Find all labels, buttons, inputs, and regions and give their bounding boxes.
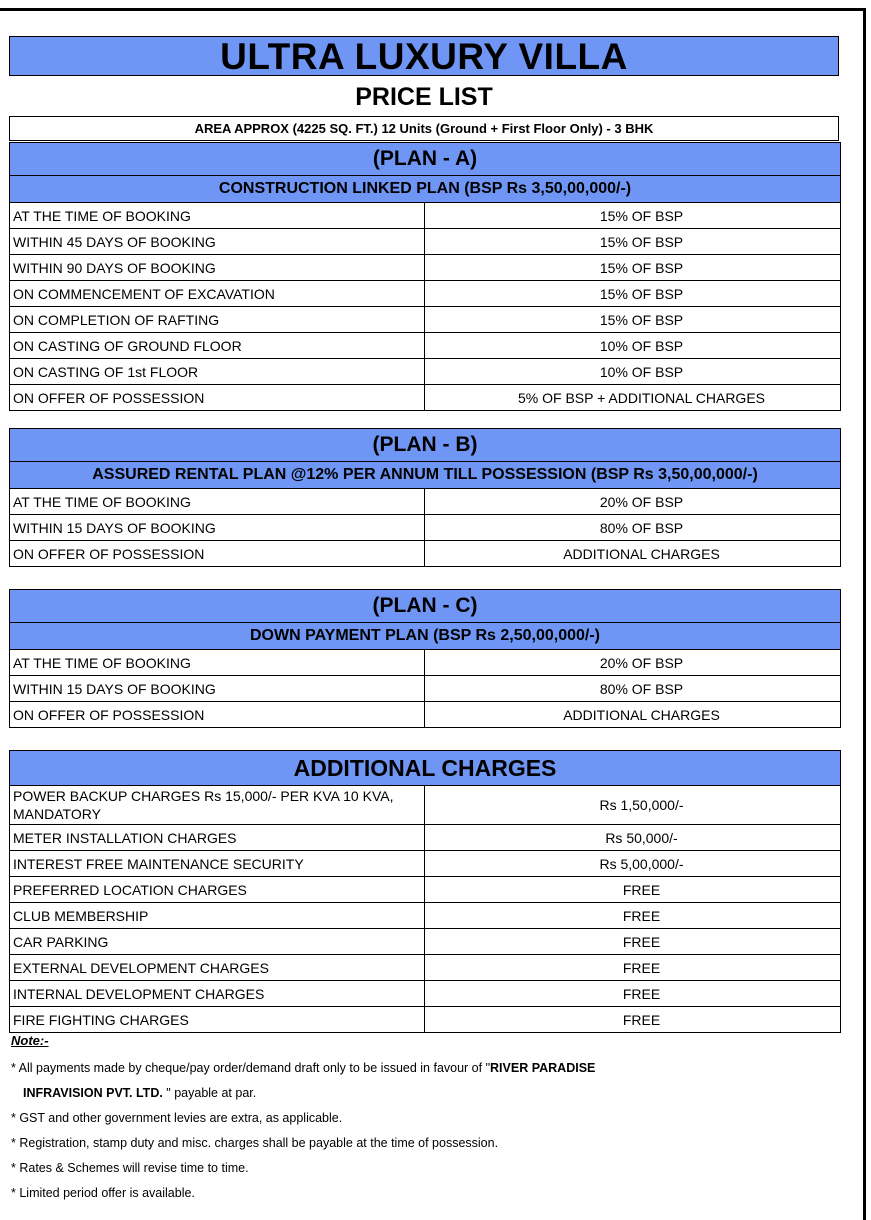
table-row	[10, 333, 841, 359]
row-label: ON COMPLETION OF RAFTING	[10, 307, 425, 333]
table-row	[10, 877, 841, 903]
table-row	[10, 903, 841, 929]
table-row	[10, 676, 841, 702]
row-label: INTERNAL DEVELOPMENT CHARGES	[10, 981, 425, 1007]
table-row	[10, 359, 841, 385]
row-value: 15% OF BSP	[425, 229, 841, 255]
row-value: ADDITIONAL CHARGES	[425, 541, 841, 567]
row-label: AT THE TIME OF BOOKING	[10, 489, 425, 515]
row-value: FREE	[425, 1007, 841, 1033]
row-value: 15% OF BSP	[425, 307, 841, 333]
plan-a-table	[9, 142, 841, 411]
note-item	[11, 1081, 851, 1106]
notes-heading: Note:-	[11, 1033, 49, 1048]
row-value: ADDITIONAL CHARGES	[425, 702, 841, 728]
row-label: CAR PARKING	[10, 929, 425, 955]
note-item: * Registration, stamp duty and misc. charges shall be payable at the time of possession.	[11, 1136, 499, 1150]
table-row	[10, 541, 841, 567]
table-row	[10, 229, 841, 255]
row-value: 15% OF BSP	[425, 281, 841, 307]
row-label: ON OFFER OF POSSESSION	[10, 541, 425, 567]
plan-c-heading: (PLAN - C)	[10, 590, 841, 623]
note-item: * GST and other government levies are extra, as applicable.	[11, 1111, 343, 1125]
table-row	[10, 281, 841, 307]
company-name: RIVER PARADISE	[490, 1061, 596, 1075]
row-value: 10% OF BSP	[425, 359, 841, 385]
note-item	[11, 1056, 851, 1081]
row-value: 20% OF BSP	[425, 650, 841, 676]
notes-section	[11, 1032, 851, 1206]
row-label: POWER BACKUP CHARGES Rs 15,000/- PER KVA 10 KVA, MANDATORY	[10, 786, 425, 825]
company-name: INFRAVISION PVT. LTD.	[23, 1086, 163, 1100]
table-row	[10, 955, 841, 981]
note-text: * All payments made by cheque/pay order/demand draft only to be issued in favour of "	[11, 1061, 491, 1075]
plan-a-heading: (PLAN - A)	[10, 143, 841, 176]
table-row	[10, 307, 841, 333]
row-value: FREE	[425, 981, 841, 1007]
row-value: 10% OF BSP	[425, 333, 841, 359]
table-row	[10, 203, 841, 229]
row-value: FREE	[425, 903, 841, 929]
plan-b-table	[9, 428, 841, 567]
table-row	[10, 702, 841, 728]
row-label: ON CASTING OF GROUND FLOOR	[10, 333, 425, 359]
table-row	[10, 825, 841, 851]
row-value: 5% OF BSP + ADDITIONAL CHARGES	[425, 385, 841, 411]
row-label: WITHIN 15 DAYS OF BOOKING	[10, 515, 425, 541]
table-row	[10, 515, 841, 541]
additional-charges-heading: ADDITIONAL CHARGES	[10, 751, 841, 786]
row-label: CLUB MEMBERSHIP	[10, 903, 425, 929]
row-label: METER INSTALLATION CHARGES	[10, 825, 425, 851]
page-title: ULTRA LUXURY VILLA	[9, 36, 839, 76]
row-label: INTEREST FREE MAINTENANCE SECURITY	[10, 851, 425, 877]
note-item: * Rates & Schemes will revise time to time.	[11, 1161, 249, 1175]
plan-a-subheading: CONSTRUCTION LINKED PLAN (BSP Rs 3,50,00,000/-)	[10, 176, 841, 203]
note-text: " payable at par.	[162, 1086, 257, 1100]
row-label: WITHIN 15 DAYS OF BOOKING	[10, 676, 425, 702]
row-value: 80% OF BSP	[425, 676, 841, 702]
row-label: FIRE FIGHTING CHARGES	[10, 1007, 425, 1033]
row-value: FREE	[425, 955, 841, 981]
row-value: 15% OF BSP	[425, 203, 841, 229]
plan-c-subheading: DOWN PAYMENT PLAN (BSP Rs 2,50,00,000/-)	[10, 623, 841, 650]
row-label: WITHIN 45 DAYS OF BOOKING	[10, 229, 425, 255]
row-value: Rs 1,50,000/-	[425, 786, 841, 825]
row-label: EXTERNAL DEVELOPMENT CHARGES	[10, 955, 425, 981]
row-value: Rs 5,00,000/-	[425, 851, 841, 877]
table-row	[10, 981, 841, 1007]
row-label: AT THE TIME OF BOOKING	[10, 650, 425, 676]
table-row	[10, 929, 841, 955]
plan-b-heading: (PLAN - B)	[10, 429, 841, 462]
row-value: 20% OF BSP	[425, 489, 841, 515]
row-value: FREE	[425, 929, 841, 955]
plan-b-subheading: ASSURED RENTAL PLAN @12% PER ANNUM TILL POSSESSION (BSP Rs 3,50,00,000/-)	[10, 462, 841, 489]
row-value: 15% OF BSP	[425, 255, 841, 281]
table-row	[10, 851, 841, 877]
plan-c-table	[9, 589, 841, 728]
note-item: * Limited period offer is available.	[11, 1186, 195, 1200]
row-label: ON COMMENCEMENT OF EXCAVATION	[10, 281, 425, 307]
row-label: ON OFFER OF POSSESSION	[10, 702, 425, 728]
row-value: 80% OF BSP	[425, 515, 841, 541]
row-label: ON CASTING OF 1st FLOOR	[10, 359, 425, 385]
row-label: AT THE TIME OF BOOKING	[10, 203, 425, 229]
table-row	[10, 385, 841, 411]
additional-charges-table	[9, 750, 841, 1033]
row-value: FREE	[425, 877, 841, 903]
row-label: PREFERRED LOCATION CHARGES	[10, 877, 425, 903]
table-row	[10, 650, 841, 676]
table-row	[10, 786, 841, 825]
row-value: Rs 50,000/-	[425, 825, 841, 851]
table-row	[10, 255, 841, 281]
page-subtitle: PRICE LIST	[355, 83, 493, 111]
area-info: AREA APPROX (4225 SQ. FT.) 12 Units (Ground + First Floor Only) - 3 BHK	[9, 116, 839, 141]
table-row	[10, 1007, 841, 1033]
row-label: WITHIN 90 DAYS OF BOOKING	[10, 255, 425, 281]
row-label: ON OFFER OF POSSESSION	[10, 385, 425, 411]
table-row	[10, 489, 841, 515]
